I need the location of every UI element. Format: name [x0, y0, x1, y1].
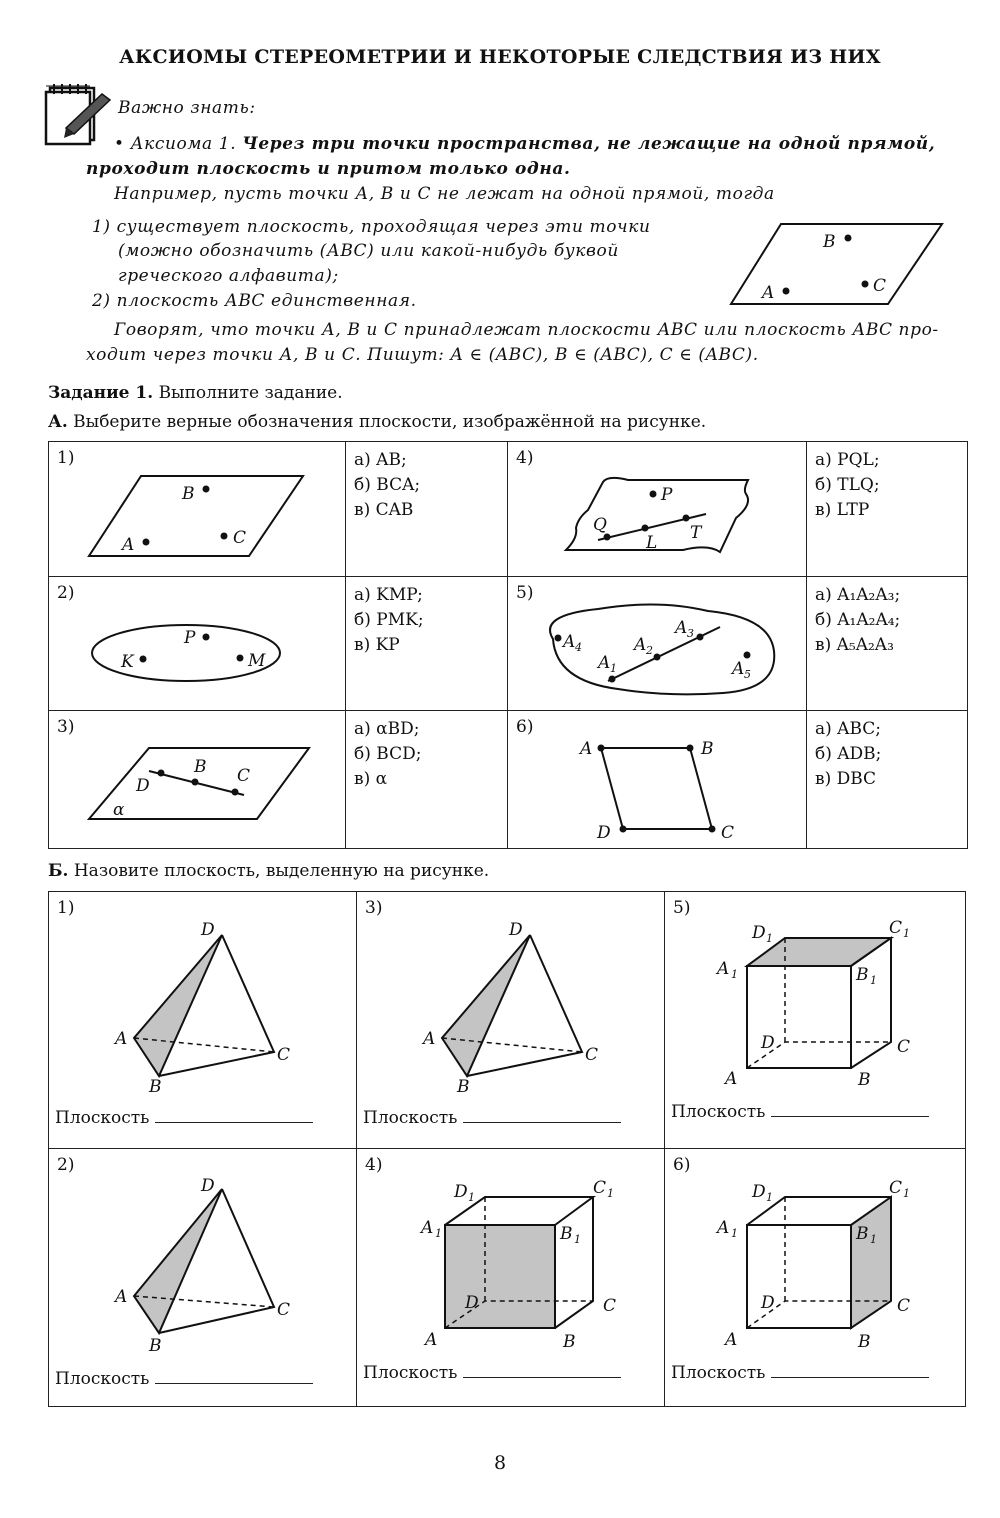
svg-text:1: 1 — [903, 1187, 910, 1200]
option-b[interactable]: б) TLQ; — [815, 475, 880, 495]
option-c[interactable]: в) CAB — [354, 500, 414, 520]
tetra-cell-3 — [357, 892, 665, 1149]
svg-text:D: D — [761, 1033, 775, 1053]
cube-cell-5 — [665, 892, 966, 1149]
svg-text:3: 3 — [687, 627, 694, 640]
plane-caption: Плоскость — [671, 1363, 766, 1383]
svg-text:α: α — [113, 800, 125, 820]
answer-blank[interactable] — [155, 1108, 313, 1123]
svg-text:B: B — [149, 1336, 162, 1356]
answer-blank[interactable] — [771, 1102, 929, 1117]
svg-text:1: 1 — [766, 932, 773, 945]
svg-text:C: C — [889, 1178, 903, 1198]
notepad-pencil-icon — [44, 80, 114, 148]
svg-text:D: D — [201, 1176, 215, 1196]
svg-text:Q: Q — [593, 515, 607, 535]
svg-text:B: B — [149, 1077, 162, 1097]
svg-text:1: 1 — [870, 974, 877, 987]
svg-text:T: T — [690, 523, 702, 543]
svg-text:1: 1 — [903, 927, 910, 940]
figure-cell-6 — [508, 711, 807, 849]
svg-text:A: A — [580, 739, 593, 759]
svg-text:A: A — [675, 618, 688, 638]
item1-line2: (можно обозначить (АВС) или какой-нибудь буквой — [118, 241, 619, 261]
svg-text:A: A — [115, 1287, 128, 1307]
task1-label: Задание 1. — [48, 383, 154, 403]
svg-text:C: C — [897, 1296, 911, 1316]
plane-caption: Плоскость — [671, 1102, 766, 1122]
say-line2: ходит через точки А, В и С. Пишут: A ∈ (ABC), B ∈ (ABC), C ∈ (ABC). — [86, 345, 759, 365]
svg-text:A: A — [115, 1029, 128, 1049]
svg-text:4: 4 — [575, 641, 582, 654]
svg-text:B: B — [457, 1077, 470, 1097]
svg-text:B: B — [858, 1332, 871, 1352]
svg-text:A: A — [122, 535, 135, 555]
svg-text:C: C — [873, 276, 887, 296]
task1-text: Выполните задание. — [158, 383, 343, 403]
svg-text:A: A — [563, 632, 576, 652]
option-c[interactable]: в) DBC — [815, 769, 877, 789]
answer-blank[interactable] — [155, 1369, 313, 1384]
options-cell-2 — [346, 577, 508, 711]
svg-text:B: B — [194, 757, 207, 777]
item-number: 4) — [516, 448, 534, 468]
figure-ellipse-kmp — [49, 577, 345, 711]
svg-text:1: 1 — [731, 1227, 738, 1240]
figure-cell-2 — [49, 577, 346, 711]
item-number: 2) — [57, 1155, 75, 1175]
item1-line1: 1) существует плоскость, проходящая через эти точки — [92, 217, 651, 237]
answer-blank[interactable] — [463, 1108, 621, 1123]
svg-text:C: C — [897, 1037, 911, 1057]
plane-abc-figure — [725, 218, 950, 310]
svg-text:P: P — [661, 485, 673, 505]
svg-text:A: A — [717, 1218, 730, 1238]
svg-text:B: B — [856, 965, 869, 985]
option-b[interactable]: б) BCD; — [354, 744, 422, 764]
svg-text:D: D — [454, 1182, 468, 1202]
svg-text:1: 1 — [435, 1227, 442, 1240]
partA-text: Выберите верные обозначения плоскости, изображённой на рисунке. — [73, 412, 707, 432]
tetra-cell-1 — [49, 892, 357, 1149]
svg-text:A: A — [598, 653, 611, 673]
options-cell-1 — [346, 442, 508, 577]
svg-text:C: C — [593, 1178, 607, 1198]
item-number: 3) — [57, 717, 75, 737]
svg-text:A: A — [732, 659, 745, 679]
svg-text:A: A — [421, 1218, 434, 1238]
svg-text:1: 1 — [731, 968, 738, 981]
axiom-lead: • Аксиома 1. — [114, 134, 237, 154]
svg-text:B: B — [858, 1070, 871, 1090]
page-title: АКСИОМЫ СТЕРЕОМЕТРИИ И НЕКОТОРЫЕ СЛЕДСТВИЯ ИЗ НИХ — [119, 46, 881, 68]
svg-text:A: A — [762, 283, 775, 303]
svg-text:D: D — [201, 920, 215, 940]
figure-plane-abc — [49, 442, 345, 577]
svg-text:1: 1 — [607, 1187, 614, 1200]
svg-text:D: D — [509, 920, 523, 940]
svg-text:A: A — [423, 1029, 436, 1049]
item1-line3: греческого алфавита); — [118, 266, 339, 286]
svg-text:D: D — [136, 776, 150, 796]
option-b[interactable]: б) BCA; — [354, 475, 421, 495]
table-b — [48, 891, 966, 1407]
option-a[interactable]: а) PQL; — [815, 450, 880, 470]
option-b[interactable]: б) A₁A₂A₄; — [815, 610, 901, 630]
partB-label: Б. — [48, 861, 69, 881]
say-line1: Говорят, что точки А, В и С принадлежат плоскости АВС или плоскость АВС про- — [114, 320, 939, 340]
svg-text:A: A — [717, 959, 730, 979]
item-number: 6) — [673, 1155, 691, 1175]
svg-text:D: D — [752, 923, 766, 943]
svg-text:A: A — [634, 635, 647, 655]
item-number: 4) — [365, 1155, 383, 1175]
figure-parallelogram-abcd — [508, 711, 806, 849]
option-b[interactable]: б) PMK; — [354, 610, 424, 630]
svg-text:C: C — [277, 1045, 291, 1065]
svg-text:C: C — [889, 918, 903, 938]
answer-blank[interactable] — [463, 1363, 621, 1378]
svg-text:1: 1 — [766, 1191, 773, 1204]
axiom-statement-line1: Через три точки пространства, не лежащие на одной прямой, — [242, 134, 936, 154]
svg-text:C: C — [237, 766, 251, 786]
svg-text:A: A — [425, 1330, 438, 1350]
item-number: 3) — [365, 898, 383, 918]
item-number: 2) — [57, 583, 75, 603]
tetra-cell-2 — [49, 1149, 357, 1407]
figure-curved-plane-pql — [508, 442, 806, 577]
cube-cell-4 — [357, 1149, 665, 1407]
option-c[interactable]: в) KP — [354, 635, 400, 655]
svg-text:D: D — [465, 1293, 479, 1313]
svg-text:B: B — [560, 1224, 573, 1244]
plane-caption: Плоскость — [55, 1369, 150, 1389]
item-number: 1) — [57, 898, 75, 918]
figure-cell-1 — [49, 442, 346, 577]
svg-text:1: 1 — [574, 1233, 581, 1246]
svg-text:D: D — [752, 1182, 766, 1202]
svg-text:D: D — [597, 823, 611, 843]
option-c[interactable]: в) LTP — [815, 500, 870, 520]
options-cell-4 — [807, 442, 968, 577]
svg-text:K: K — [121, 652, 134, 672]
svg-text:C: C — [277, 1300, 291, 1320]
cube-cell-6 — [665, 1149, 966, 1407]
plane-caption: Плоскость — [363, 1363, 458, 1383]
svg-text:L: L — [646, 533, 658, 553]
option-c[interactable]: в) A₅A₂A₃ — [815, 635, 894, 655]
svg-text:C: C — [585, 1045, 599, 1065]
figure-blob-a1-a5 — [508, 577, 806, 711]
svg-text:C: C — [721, 823, 735, 843]
item-number: 5) — [516, 583, 534, 603]
partB-text: Назовите плоскость, выделенную на рисунке. — [73, 861, 490, 881]
options-cell-6 — [807, 711, 968, 849]
page-number: 8 — [493, 1452, 507, 1474]
option-a[interactable]: а) A₁A₂A₃; — [815, 585, 901, 605]
important-heading: Важно знать: — [118, 98, 256, 118]
item-number: 5) — [673, 898, 691, 918]
item2: 2) плоскость АВС единственная. — [92, 291, 417, 311]
option-c[interactable]: в) α — [354, 769, 388, 789]
figure-cell-5 — [508, 577, 807, 711]
svg-text:B: B — [823, 232, 836, 252]
example-text: Например, пусть точки А, В и С не лежат на одной прямой, тогда — [114, 184, 775, 204]
svg-text:B: B — [701, 739, 714, 759]
svg-text:B: B — [182, 484, 195, 504]
svg-text:5: 5 — [744, 668, 751, 681]
svg-text:2: 2 — [646, 644, 653, 657]
svg-text:1: 1 — [870, 1233, 877, 1246]
svg-text:B: B — [856, 1224, 869, 1244]
svg-text:M: M — [248, 651, 266, 671]
partA-label: А. — [48, 412, 68, 432]
svg-text:1: 1 — [468, 1191, 475, 1204]
svg-text:B: B — [563, 1332, 576, 1352]
table-a — [48, 441, 968, 849]
svg-text:P: P — [184, 628, 196, 648]
svg-text:A: A — [725, 1330, 738, 1350]
figure-cell-3 — [49, 711, 346, 849]
svg-text:C: C — [603, 1296, 617, 1316]
axiom-statement-line2: проходит плоскость и притом только одна. — [86, 159, 571, 179]
figure-plane-alpha — [49, 711, 345, 849]
svg-text:C: C — [233, 528, 247, 548]
option-a[interactable]: а) ABC; — [815, 719, 881, 739]
figure-cell-4 — [508, 442, 807, 577]
options-cell-5 — [807, 577, 968, 711]
plane-caption: Плоскость — [55, 1108, 150, 1128]
option-a[interactable]: а) AB; — [354, 450, 407, 470]
svg-text:1: 1 — [610, 662, 617, 675]
option-a[interactable]: а) αBD; — [354, 719, 420, 739]
option-a[interactable]: а) KMP; — [354, 585, 423, 605]
svg-text:A: A — [725, 1069, 738, 1089]
answer-blank[interactable] — [771, 1363, 929, 1378]
plane-caption: Плоскость — [363, 1108, 458, 1128]
svg-text:D: D — [761, 1293, 775, 1313]
options-cell-3 — [346, 711, 508, 849]
option-b[interactable]: б) ADB; — [815, 744, 882, 764]
item-number: 6) — [516, 717, 534, 737]
item-number: 1) — [57, 448, 75, 468]
